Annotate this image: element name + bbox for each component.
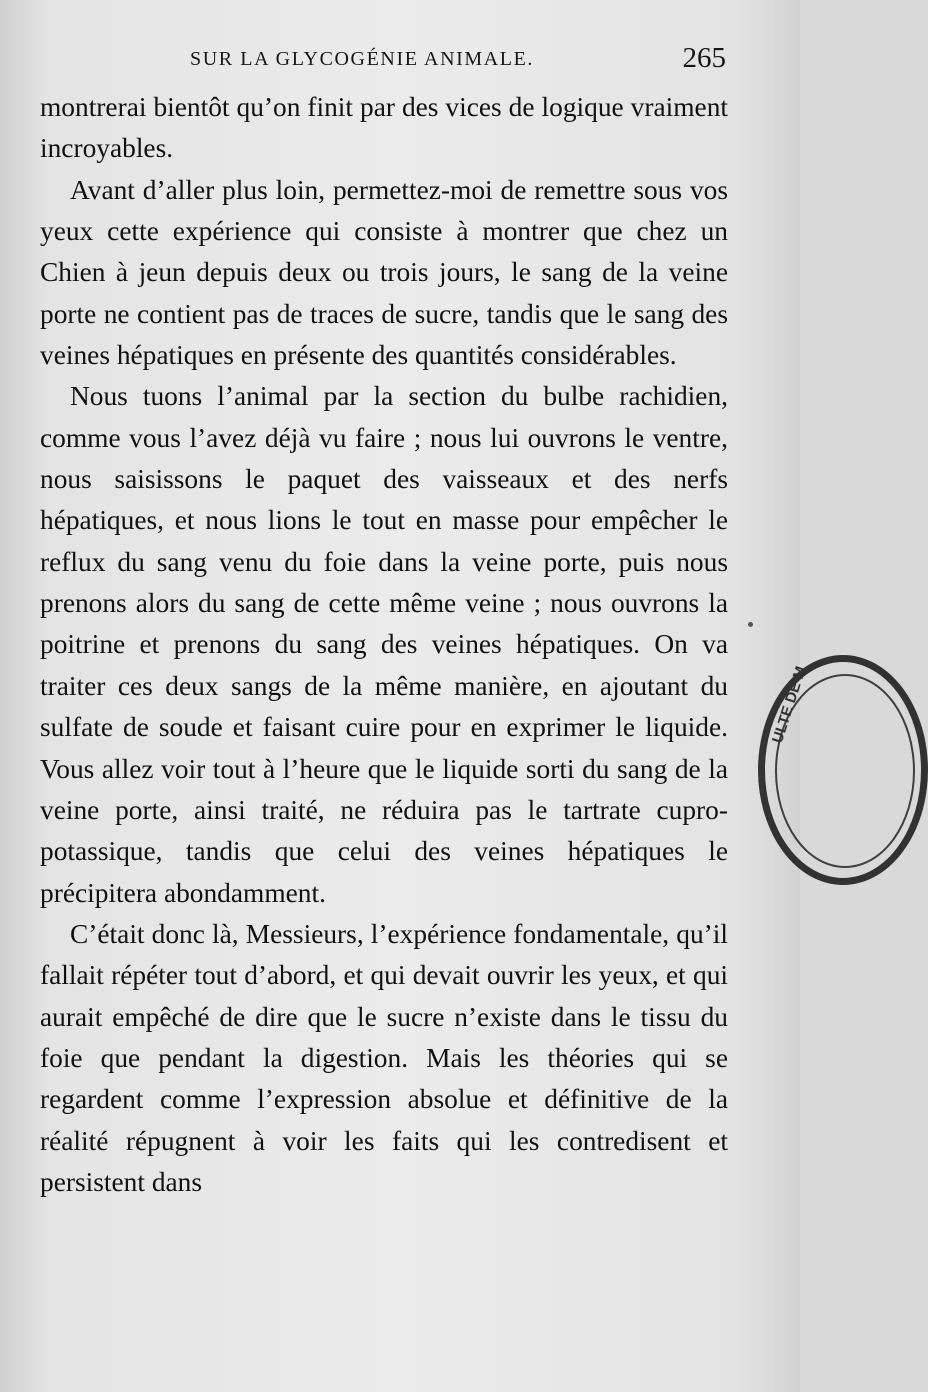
paragraph-cetait: C’était donc là, Messieurs, l’expérience fondamentale, qu’il fallait répéter tout d’abord, et qui devait ouvrir les yeux, et qui aurait empêché de dire que le sucre n’existe dans le tissu du foie que pendant la digestion. Mais les théories qui se regardent comme l’expression absolue et définitive de la réalité répugnent à voir les faits qui les contredisent et persistent dans [40,918,728,1197]
page-number: 265 [682,42,726,74]
library-stamp [758,655,928,885]
body-text [40,87,728,1203]
paragraph-nous-tuons: Nous tuons l’animal par la section du bulbe rachidien, comme vous l’avez déjà vu faire ; nous lui ouvrons le ventre, nous saisissons le paquet des vaisseaux et des nerfs hépatiques, et nous lions le tout en masse pour empêcher le reflux du sang venu du foie dans la veine porte, puis nous prenons alors du sang de cette même veine ; nous ouvrons la poitrine et prenons du sang des veines hépatiques. On va traiter ces deux sangs de la même manière, en ajoutant du sulfate de soude et faisant cuire pour en exprimer le liquide. Vous allez voir tout à l’heure que le liquide sorti du sang de la veine porte, ainsi traité, ne réduira pas le tartrate cupro-potassique, tandis que celui des veines hépatiques le précipitera abondamment. [40,381,728,908]
paragraph-continuation: montrerai bientôt qu’on finit par des vices de logique vraiment incroyables. [40,92,728,164]
ink-speck [748,622,753,627]
running-head [40,42,726,82]
library-stamp-text: ULTE DE M [769,664,810,746]
running-title: SUR LA GLYCOGÉNIE ANIMALE. [190,48,535,70]
paragraph-avant: Avant d’aller plus loin, permettez-moi de remettre sous vos yeux cette expérience qui consiste à montrer que chez un Chien à jeun depuis deux ou trois jours, le sang de la veine porte ne contient pas de traces de sucre, tandis que le sang des veines hépatiques en présente des quantités considérables. [40,174,728,371]
